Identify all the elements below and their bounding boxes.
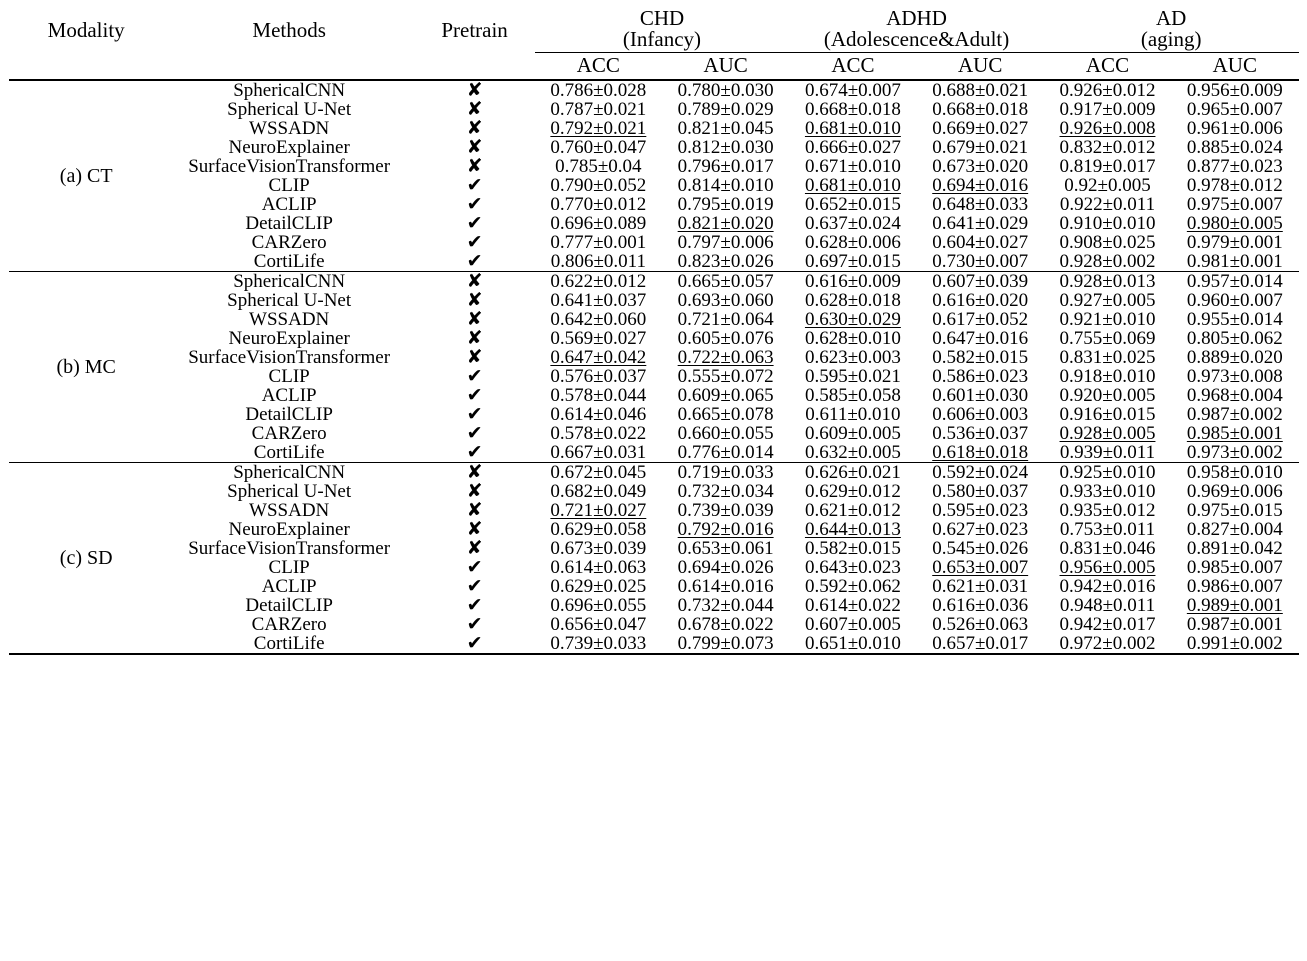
metric-value: 0.545±0.026 [932,538,1029,559]
metric-value: 0.991±0.002 [1171,634,1298,654]
method-name: ACLIP [261,576,317,597]
metric-value: 0.628±0.006 [804,232,901,253]
metric-value: 0.935±0.012 [1059,500,1156,521]
metric-value: 0.630±0.029 [804,309,901,330]
metric-value: 0.792±0.016 [677,519,774,540]
header-metric-adhd-auc: AUC [958,53,1003,77]
header-metric-blank-1 [9,53,164,81]
metric-value: 0.786±0.028 [535,80,662,100]
metric-value: 0.637±0.024 [804,213,901,234]
method-name: Spherical U-Net [227,290,352,311]
metric-value: 0.910±0.010 [1059,213,1156,234]
metric-value: 0.632±0.005 [804,442,901,463]
table-row [9,348,1299,367]
metric-value: 0.621±0.012 [804,500,901,521]
metric-value: 0.986±0.007 [1186,576,1283,597]
metric-value: 0.697±0.015 [804,251,901,272]
pretrain-check-icon: ✔ [466,422,483,444]
method-name: Spherical U-Net [227,99,352,120]
metric-value: 0.626±0.021 [789,463,916,483]
method-name: CortiLife [253,442,325,463]
pretrain-cross-icon: ✘ [466,136,483,158]
metric-value: 0.651±0.010 [789,634,916,654]
metric-value: 0.891±0.042 [1186,538,1283,559]
metric-value: 0.647±0.016 [932,328,1029,349]
method-name: CARZero [251,614,327,635]
metric-value: 0.979±0.001 [1186,232,1283,253]
header-metric-chd-auc: AUC [703,53,748,77]
pretrain-cross-icon: ✘ [466,98,483,120]
metric-value: 0.629±0.025 [550,576,647,597]
metric-value: 0.960±0.007 [1186,290,1283,311]
metric-value: 0.925±0.010 [1044,463,1171,483]
metric-value: 0.719±0.033 [662,463,789,483]
header-pretrain: Pretrain [441,17,508,42]
pretrain-check-icon: ✔ [466,212,483,234]
table-body [9,80,1299,654]
method-name: DetailCLIP [245,595,333,616]
metric-value: 0.770±0.012 [550,194,647,215]
metric-value: 0.536±0.037 [932,423,1029,444]
pretrain-check-icon: ✔ [466,613,483,635]
metric-value: 0.832±0.012 [1059,137,1156,158]
table-row [9,424,1299,443]
metric-value: 0.672±0.045 [535,463,662,483]
metric-value: 0.629±0.012 [804,481,901,502]
method-name: CARZero [251,232,327,253]
metric-value: 0.616±0.020 [932,290,1029,311]
pretrain-cross-icon: ✘ [466,480,483,502]
method-name: Spherical U-Net [227,481,352,502]
table-row [9,520,1299,539]
metric-value: 0.730±0.007 [932,251,1029,272]
method-name: WSSADN [249,118,330,139]
method-name: DetailCLIP [245,404,333,425]
metric-value: 0.696±0.055 [550,595,647,616]
metric-value: 0.819±0.017 [1059,156,1156,177]
metric-value: 0.760±0.047 [550,137,647,158]
metric-value: 0.614±0.022 [804,595,901,616]
metric-value: 0.601±0.030 [932,385,1029,406]
metric-value: 0.668±0.018 [932,99,1029,120]
metric-value: 0.920±0.005 [1059,385,1156,406]
metric-value: 0.580±0.037 [932,481,1029,502]
metric-value: 0.628±0.018 [804,290,901,311]
table-row [9,119,1299,138]
metric-value: 0.965±0.007 [1186,99,1283,120]
metric-value: 0.821±0.045 [677,118,774,139]
metric-value: 0.604±0.027 [932,232,1029,253]
metric-value: 0.673±0.020 [932,156,1029,177]
metric-value: 0.606±0.003 [932,404,1029,425]
pretrain-cross-icon: ✘ [466,117,483,139]
metric-value: 0.985±0.001 [1186,423,1283,444]
metric-value: 0.611±0.010 [805,404,901,425]
metric-value: 0.939±0.011 [1059,442,1156,463]
metric-value: 0.776±0.014 [677,442,774,463]
metric-value: 0.678±0.022 [677,614,774,635]
table-row [9,157,1299,176]
method-name: CortiLife [164,634,415,654]
metric-value: 0.957±0.014 [1171,272,1298,292]
table-row [9,195,1299,214]
metric-value: 0.656±0.047 [550,614,647,635]
table-row [9,634,1299,654]
pretrain-check-icon: ✔ [466,365,483,387]
metric-value: 0.732±0.044 [677,595,774,616]
table-row [9,176,1299,195]
metric-value: 0.814±0.010 [677,175,774,196]
metric-value: 0.674±0.007 [789,80,916,100]
metric-value: 0.942±0.016 [1059,576,1156,597]
header-metric-ad-auc: AUC [1212,53,1257,77]
metric-value: 0.985±0.007 [1186,557,1283,578]
metric-value: 0.928±0.002 [1059,251,1156,272]
pretrain-cross-icon: ✘ [466,327,483,349]
metric-value: 0.595±0.023 [932,500,1029,521]
method-name: SphericalCNN [164,80,415,100]
metric-value: 0.969±0.006 [1186,481,1283,502]
metric-value: 0.956±0.005 [1059,557,1156,578]
metric-value: 0.955±0.014 [1186,309,1283,330]
metric-value: 0.792±0.021 [550,118,647,139]
metric-value: 0.696±0.089 [550,213,647,234]
method-name: SurfaceVisionTransformer [188,347,391,368]
metric-value: 0.669±0.027 [932,118,1029,139]
header-metric-chd-acc: ACC [576,53,620,77]
pretrain-check-icon: ✔ [414,634,534,654]
metric-value: 0.948±0.011 [1059,595,1156,616]
header-group-chd-sub: (Infancy) [535,29,790,53]
table-row [9,463,1299,483]
header-methods: Methods [252,17,326,42]
table-row [9,310,1299,329]
pretrain-cross-icon: ✘ [466,346,483,368]
metric-value: 0.648±0.033 [932,194,1029,215]
pretrain-check-icon: ✔ [466,575,483,597]
metric-value: 0.616±0.009 [789,272,916,292]
header-metric-ad-acc: ACC [1085,53,1130,77]
metric-value: 0.981±0.001 [1186,251,1283,272]
metric-value: 0.578±0.022 [550,423,647,444]
metric-value: 0.777±0.001 [550,232,647,253]
pretrain-cross-icon: ✘ [466,155,483,177]
metric-value: 0.641±0.029 [932,213,1029,234]
table-header [9,6,1299,80]
metric-value: 0.595±0.021 [804,366,901,387]
metric-value: 0.657±0.017 [917,634,1044,654]
metric-value: 0.780±0.030 [662,80,789,100]
metric-value: 0.928±0.013 [1044,272,1171,292]
metric-value: 0.921±0.010 [1059,309,1156,330]
metric-value: 0.799±0.073 [662,634,789,654]
metric-value: 0.628±0.010 [804,328,901,349]
metric-value: 0.789±0.029 [677,99,774,120]
metric-value: 0.827±0.004 [1186,519,1283,540]
metric-value: 0.739±0.033 [535,634,662,654]
metric-value: 0.926±0.008 [1059,118,1156,139]
metric-value: 0.926±0.012 [1044,80,1171,100]
metric-value: 0.973±0.002 [1186,442,1283,463]
table-row [9,596,1299,615]
method-name: CortiLife [253,251,325,272]
pretrain-cross-icon: ✘ [466,499,483,521]
pretrain-check-icon: ✔ [466,231,483,253]
metric-value: 0.958±0.010 [1171,463,1298,483]
method-name: NeuroExplainer [228,328,350,349]
metric-value: 0.643±0.023 [804,557,901,578]
method-name: SphericalCNN [164,463,415,483]
header-group-chd: CHD [639,6,685,30]
table-row [9,501,1299,520]
metric-value: 0.889±0.020 [1186,347,1283,368]
metric-value: 0.609±0.065 [677,385,774,406]
metric-value: 0.961±0.006 [1186,118,1283,139]
metric-value: 0.586±0.023 [932,366,1029,387]
metric-value: 0.582±0.015 [804,538,901,559]
modality-label: (a) CT [9,80,164,272]
method-name: SphericalCNN [164,272,415,292]
metric-value: 0.806±0.011 [550,251,646,272]
metric-value: 0.617±0.052 [932,309,1029,330]
metric-value: 0.812±0.030 [677,137,774,158]
pretrain-check-icon: ✔ [466,174,483,196]
metric-value: 0.614±0.063 [550,557,647,578]
metric-value: 0.682±0.049 [550,481,647,502]
metric-value: 0.927±0.005 [1059,290,1156,311]
metric-value: 0.785±0.04 [555,156,642,177]
header-group-ad: AD [1156,6,1187,30]
pretrain-cross-icon: ✘ [466,289,483,311]
metric-value: 0.688±0.021 [917,80,1044,100]
method-name: SurfaceVisionTransformer [188,156,391,177]
method-name: SurfaceVisionTransformer [188,538,391,559]
header-row-group-names [9,6,1299,29]
metric-value: 0.722±0.063 [677,347,774,368]
metric-value: 0.980±0.005 [1186,213,1283,234]
metric-value: 0.681±0.010 [804,118,901,139]
metric-value: 0.885±0.024 [1186,137,1283,158]
metric-value: 0.92±0.005 [1064,175,1151,196]
metric-value: 0.790±0.052 [550,175,647,196]
table-row [9,405,1299,424]
metric-value: 0.968±0.004 [1186,385,1283,406]
method-name: WSSADN [249,309,330,330]
metric-value: 0.916±0.015 [1059,404,1156,425]
method-name: NeuroExplainer [228,519,350,540]
table-row [9,233,1299,252]
metric-value: 0.621±0.031 [932,576,1029,597]
metric-value: 0.660±0.055 [677,423,774,444]
table-row [9,558,1299,577]
metric-value: 0.917±0.009 [1059,99,1156,120]
metric-value: 0.592±0.024 [917,463,1044,483]
metric-value: 0.987±0.002 [1186,404,1283,425]
metric-value: 0.739±0.039 [677,500,774,521]
header-modality: Modality [47,17,125,42]
pretrain-cross-icon: ✘ [414,463,534,483]
metric-value: 0.653±0.007 [932,557,1029,578]
header-row-metrics [9,53,1299,81]
metric-value: 0.797±0.006 [677,232,774,253]
table-row [9,577,1299,596]
metric-value: 0.721±0.027 [550,500,647,521]
table-row [9,329,1299,348]
metric-value: 0.623±0.003 [804,347,901,368]
method-name: DetailCLIP [245,213,333,234]
metric-value: 0.787±0.021 [550,99,647,120]
table-row [9,367,1299,386]
metric-value: 0.526±0.063 [932,614,1029,635]
table-row [9,252,1299,272]
metric-value: 0.673±0.039 [550,538,647,559]
metric-value: 0.679±0.021 [932,137,1029,158]
pretrain-check-icon: ✔ [466,250,483,272]
modality-label: (c) SD [9,463,164,655]
table-row [9,482,1299,501]
metric-value: 0.989±0.001 [1186,595,1283,616]
table-row [9,386,1299,405]
metric-value: 0.605±0.076 [677,328,774,349]
table-row [9,272,1299,292]
metric-value: 0.831±0.025 [1059,347,1156,368]
metric-value: 0.614±0.016 [677,576,774,597]
metric-value: 0.614±0.046 [550,404,647,425]
metric-value: 0.972±0.002 [1044,634,1171,654]
metric-value: 0.942±0.017 [1059,614,1156,635]
metric-value: 0.681±0.010 [804,175,901,196]
pretrain-cross-icon: ✘ [414,80,534,100]
metric-value: 0.821±0.020 [677,213,774,234]
metric-value: 0.795±0.019 [677,194,774,215]
metric-value: 0.668±0.018 [804,99,901,120]
metric-value: 0.721±0.064 [677,309,774,330]
metric-value: 0.642±0.060 [550,309,647,330]
metric-value: 0.555±0.072 [677,366,774,387]
metric-value: 0.694±0.016 [932,175,1029,196]
table-row [9,291,1299,310]
header-group-adhd: ADHD [886,6,947,30]
metric-value: 0.973±0.008 [1186,366,1283,387]
metric-value: 0.607±0.005 [804,614,901,635]
table-row [9,214,1299,233]
metric-value: 0.671±0.010 [804,156,901,177]
metric-value: 0.956±0.009 [1171,80,1298,100]
metric-value: 0.796±0.017 [677,156,774,177]
method-name: CLIP [268,557,310,578]
header-metric-blank-3 [414,53,534,81]
table-row [9,443,1299,463]
method-name: CLIP [268,366,310,387]
metric-value: 0.694±0.026 [677,557,774,578]
method-name: ACLIP [261,385,317,406]
pretrain-check-icon: ✔ [466,441,483,463]
metric-value: 0.978±0.012 [1186,175,1283,196]
metric-value: 0.732±0.034 [677,481,774,502]
table-row [9,100,1299,119]
metric-value: 0.641±0.037 [550,290,647,311]
metric-value: 0.975±0.007 [1186,194,1283,215]
method-name: WSSADN [249,500,330,521]
metric-value: 0.755±0.069 [1059,328,1156,349]
metric-value: 0.823±0.026 [677,251,774,272]
metric-value: 0.582±0.015 [932,347,1029,368]
method-name: ACLIP [261,194,317,215]
pretrain-check-icon: ✔ [466,556,483,578]
metric-value: 0.652±0.015 [804,194,901,215]
metric-value: 0.987±0.001 [1186,614,1283,635]
metric-value: 0.922±0.011 [1059,194,1156,215]
metric-value: 0.609±0.005 [804,423,901,444]
method-name: CLIP [268,175,310,196]
pretrain-check-icon: ✔ [466,403,483,425]
modality-label: (b) MC [9,272,164,463]
results-table [9,6,1299,655]
metric-value: 0.622±0.012 [535,272,662,292]
metric-value: 0.644±0.013 [804,519,901,540]
metric-value: 0.928±0.005 [1059,423,1156,444]
pretrain-check-icon: ✔ [466,594,483,616]
metric-value: 0.629±0.058 [550,519,647,540]
pretrain-check-icon: ✔ [466,384,483,406]
metric-value: 0.975±0.015 [1186,500,1283,521]
pretrain-cross-icon: ✘ [414,272,534,292]
metric-value: 0.616±0.036 [932,595,1029,616]
metric-value: 0.665±0.078 [677,404,774,425]
header-metric-blank-2 [164,53,415,81]
table-row [9,615,1299,634]
metric-value: 0.665±0.057 [662,272,789,292]
pretrain-cross-icon: ✘ [466,518,483,540]
metric-value: 0.666±0.027 [804,137,901,158]
method-name: CARZero [251,423,327,444]
metric-value: 0.618±0.018 [932,442,1029,463]
metric-value: 0.647±0.042 [550,347,647,368]
table-row [9,539,1299,558]
metric-value: 0.569±0.027 [550,328,647,349]
metric-value: 0.831±0.046 [1059,538,1156,559]
metric-value: 0.933±0.010 [1059,481,1156,502]
pretrain-cross-icon: ✘ [466,308,483,330]
table-row [9,80,1299,100]
metric-value: 0.627±0.023 [932,519,1029,540]
metric-value: 0.918±0.010 [1059,366,1156,387]
metric-value: 0.805±0.062 [1186,328,1283,349]
metric-value: 0.753±0.011 [1059,519,1156,540]
header-metric-adhd-acc: ACC [831,53,875,77]
metric-value: 0.667±0.031 [550,442,647,463]
metric-value: 0.908±0.025 [1059,232,1156,253]
metric-value: 0.576±0.037 [550,366,647,387]
metric-value: 0.592±0.062 [804,576,901,597]
table-row [9,138,1299,157]
metric-value: 0.607±0.039 [917,272,1044,292]
metric-value: 0.578±0.044 [550,385,647,406]
metric-value: 0.585±0.058 [804,385,901,406]
header-group-adhd-sub: (Adolescence&Adult) [789,29,1044,53]
metric-value: 0.877±0.023 [1186,156,1283,177]
pretrain-cross-icon: ✘ [466,537,483,559]
header-group-ad-sub: (aging) [1044,29,1299,53]
metric-value: 0.653±0.061 [677,538,774,559]
method-name: NeuroExplainer [228,137,350,158]
metric-value: 0.693±0.060 [677,290,774,311]
pretrain-check-icon: ✔ [466,193,483,215]
